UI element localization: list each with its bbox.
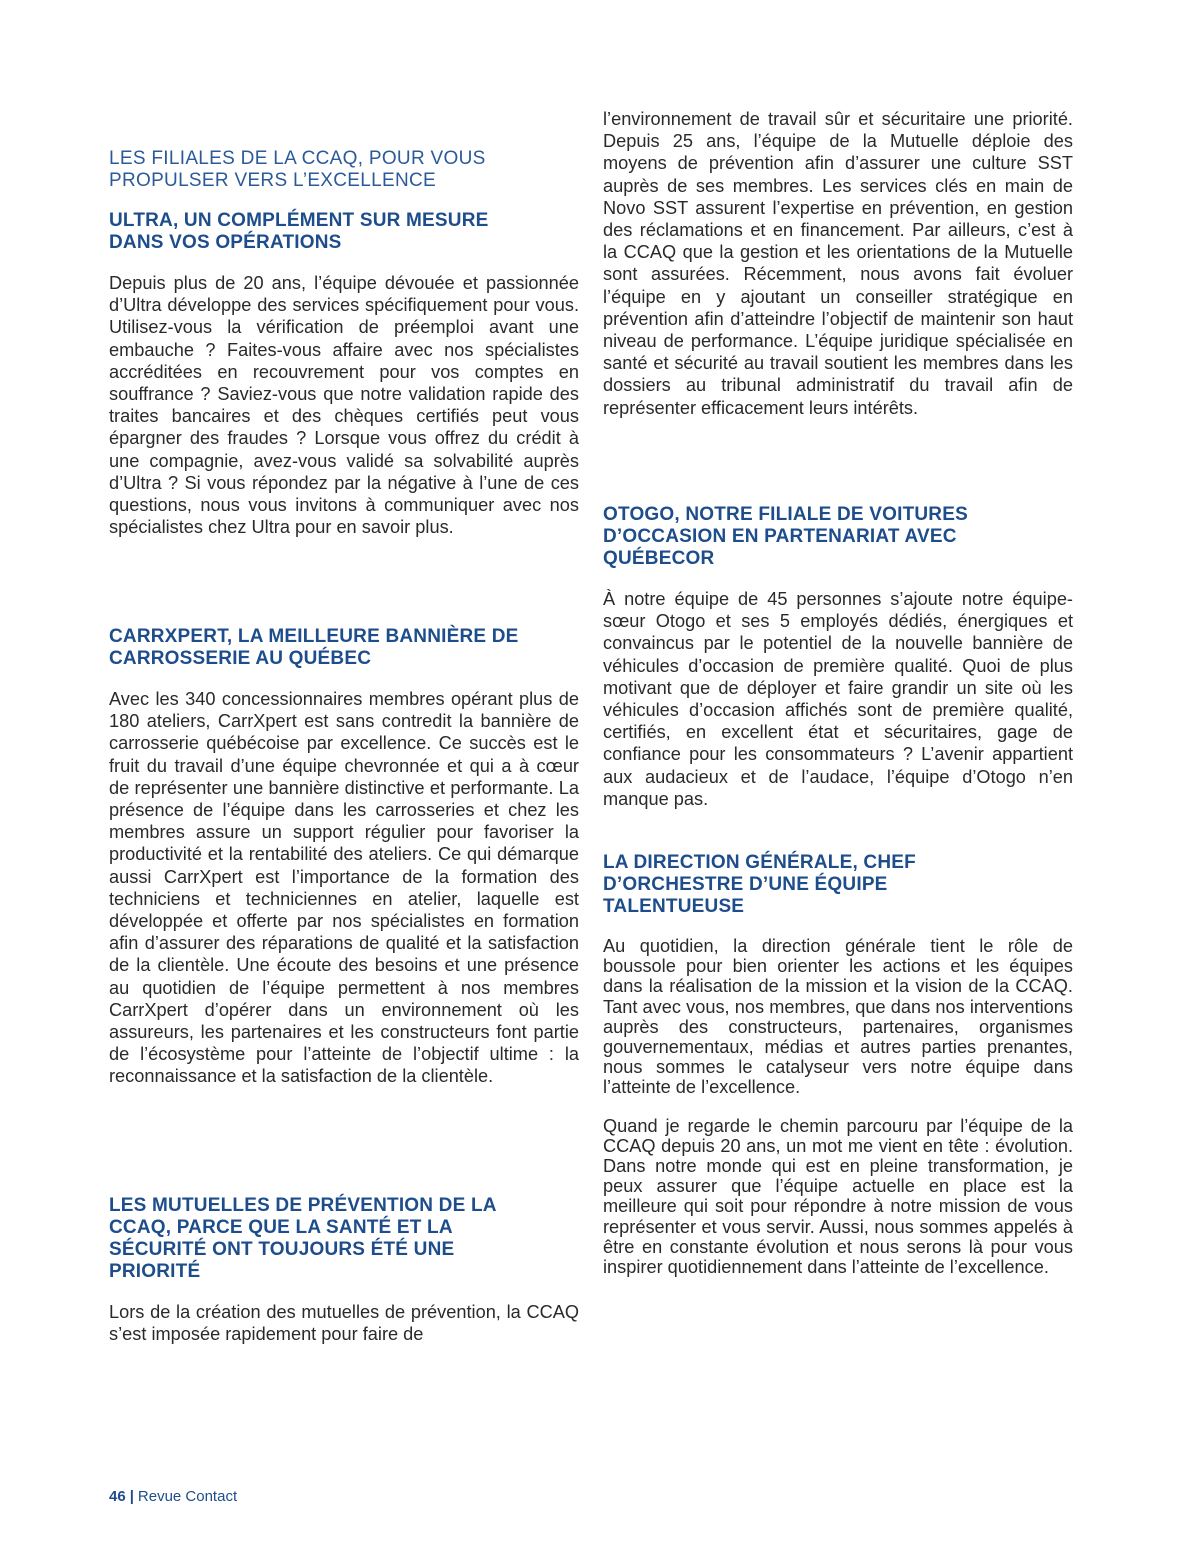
publication-name: Revue Contact xyxy=(137,1488,238,1505)
ultra-section xyxy=(109,210,579,538)
footer-separator: | xyxy=(129,1488,134,1505)
otogo-heading: OTOGO, NOTRE FILIALE DE VOITURES D’OCCASION EN PARTENARIAT AVEC QUÉBECOR xyxy=(603,504,968,569)
mutuelles-continued xyxy=(603,108,1073,419)
direction-body-2: Quand je regarde le chemin parcouru par l’équipe de la CCAQ depuis 20 ans, un mot me vient en tête : évolution. Dans notre monde qui est en pleine transformation, je peux assurer que l’équipe actuelle en place est la meilleure qui soit pour répondre à notre mission de vous représenter et vous servir. Aussi, nous sommes appelés à être en constante évolution et nous serons là pour vous inspirer quotidiennement dans l’atteinte de l’excellence. xyxy=(603,1115,1073,1278)
mutuelles-body-continued: l’environnement de travail sûr et sécuritaire une priorité. Depuis 25 ans, l’équipe de la Mutuelle déploie des moyens de prévention afin d’assurer une culture SST auprès de ses membres. Les services clés en main de Novo SST assurent l’expertise en prévention, en gestion des réclamations et en financement. Par ailleurs, c’est à la CCAQ que la gestion et les orientations de la Mutuelle sont assurées. Récemment, nous avons fait évoluer l’équipe en y ajoutant un conseiller stratégique en prévention afin d’atteindre l’objectif de maintenir son haut niveau de performance. L’équipe juridique spécialisée en santé et sécurité au travail soutient les membres dans les dossiers au tribunal administratif du travail afin de représenter efficacement leurs intérêts. xyxy=(603,109,1073,418)
mutuelles-section xyxy=(109,1195,579,1345)
otogo-body: À notre équipe de 45 personnes s’ajoute notre équipe-sœur Otogo et ses 5 employés dédiés, énergiques et convaincus par le potentiel de la nouvelle bannière de véhicules d’occasion de première qualité. Quoi de plus motivant que de déployer et faire grandir un site où les véhicules d’occasion affichés sont de première qualité, certifiés, en excellent état et sécuritaires, gage de confiance pour les consommateurs ? L’avenir appartient aux audacieux et de l’audace, l’équipe d’Otogo n’en manque pas. xyxy=(603,589,1073,809)
page-number: 46 xyxy=(109,1488,126,1505)
carrxpert-body: Avec les 340 concessionnaires membres opérant plus de 180 ateliers, CarrXpert est sans contredit la bannière de carrosserie québécoise par excellence. Ce succès est le fruit du travail d’une équipe chevronnée et qui a à cœur de représenter une bannière distinctive et performante. La présence de l’équipe dans les carrosseries et chez les membres assure un support régulier pour favoriser la productivité et la rentabilité des ateliers. Ce qui démarque aussi CarrXpert est l’importance de la formation des techniciens et techniciennes en atelier, laquelle est développée et offerte par nos spécialistes en formation afin d’assurer des réparations de qualité et la satisfaction de la clientèle. Une écoute des besoins et une présence au quotidien de l’équipe permettent à nos membres CarrXpert d’opérer dans un environnement où les assureurs, les partenaires et les constructeurs font partie de l’écosystème pour l’atteinte de l’objectif ultime : la reconnaissance et la satisfaction de la clientèle. xyxy=(109,689,579,1087)
mutuelles-body-start: Lors de la création des mutuelles de prévention, la CCAQ s’est imposée rapidement pour faire de xyxy=(109,1302,579,1345)
direction-body-1: Au quotidien, la direction générale tient le rôle de boussole pour bien orienter les actions et les équipes dans la réalisation de la mission et la vision de la CCAQ. Tant avec vous, nos membres, que dans nos interventions auprès des constructeurs, partenaires, organismes gouvernementaux, médias et autres parties prenantes, nous sommes le catalyseur vers notre équipe dans l’atteinte de l’excellence. xyxy=(603,936,1073,1098)
ultra-heading: ULTRA, UN COMPLÉMENT SUR MESURE DANS VOS OPÉRATIONS xyxy=(109,210,489,253)
otogo-section xyxy=(603,504,1073,810)
page-footer xyxy=(109,1488,237,1505)
ultra-body: Depuis plus de 20 ans, l’équipe dévouée et passionnée d’Ultra développe des services spécifiquement pour vous. Utilisez-vous la vérification de préemploi avant une embauche ? Faites-vous affaire avec nos spécialistes accréditées en recouvrement pour vos comptes en souffrance ? Saviez-vous que notre validation rapide des traites bancaires et des chèques certifiés peut vous épargner des fraudes ? Lorsque vous offrez du crédit à une compagnie, avez-vous validé sa solvabilité auprès d’Ultra ? Si vous répondez par la négative à l’une de ces questions, nous vous invitons à communiquer avec nos spécialistes chez Ultra pour en savoir plus. xyxy=(109,273,579,538)
carrxpert-section xyxy=(109,626,579,1088)
direction-heading: LA DIRECTION GÉNÉRALE, CHEF D’ORCHESTRE D’UNE ÉQUIPE TALENTUEUSE xyxy=(603,852,916,917)
direction-section xyxy=(603,852,1073,1277)
carrxpert-heading: CARRXPERT, LA MEILLEURE BANNIÈRE DE CARROSSERIE AU QUÉBEC xyxy=(109,626,519,669)
section-kicker: LES FILIALES DE LA CCAQ, POUR VOUS PROPULSER VERS L’EXCELLENCE xyxy=(109,148,486,191)
mutuelles-heading: LES MUTUELLES DE PRÉVENTION DE LA CCAQ, PARCE QUE LA SANTÉ ET LA SÉCURITÉ ONT TOUJOURS ÉTÉ UNE PRIORITÉ xyxy=(109,1195,496,1282)
